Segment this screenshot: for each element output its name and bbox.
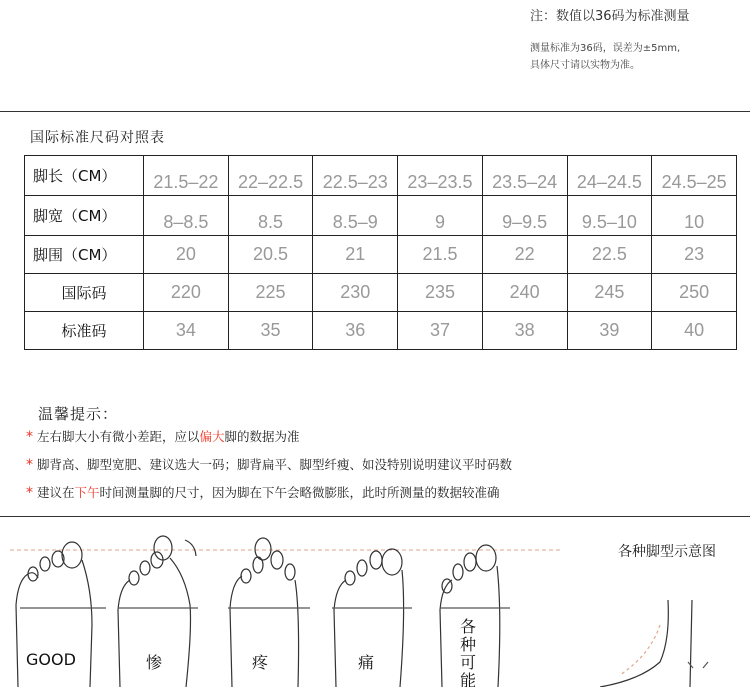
table-cell: 21.5–22 bbox=[144, 156, 229, 196]
star-icon: * bbox=[26, 457, 33, 473]
table-cell: 220 bbox=[144, 274, 229, 312]
tip-3 bbox=[26, 483, 500, 501]
row-label: 国际码 bbox=[25, 274, 144, 312]
table-row-intl-size bbox=[25, 274, 737, 312]
table-cell: 8–8.5 bbox=[144, 196, 229, 236]
row-label: 脚长（CM） bbox=[25, 156, 144, 196]
table-row-standard-size bbox=[25, 312, 737, 350]
tip-1-highlight: 偏大 bbox=[199, 429, 225, 444]
table-cell: 20 bbox=[144, 236, 229, 274]
table-cell: 22.5–23 bbox=[313, 156, 398, 196]
tip-3-text-a: 建议在 bbox=[37, 485, 75, 500]
table-cell: 10 bbox=[652, 196, 737, 236]
table-cell: 20.5 bbox=[228, 236, 313, 274]
table-cell: 37 bbox=[398, 312, 483, 350]
table-row-foot-width bbox=[25, 196, 737, 236]
measure-note-line-1: 测量标准为36码，误差为±5mm, bbox=[530, 43, 681, 54]
table-cell: 35 bbox=[228, 312, 313, 350]
foot-label-3: 疼 bbox=[252, 653, 269, 672]
measure-note-line-2: 具体尺寸请以实物为准。 bbox=[530, 60, 640, 71]
tip-2-text: 脚背高、脚型宽肥、建议选大一码；脚背扁平、脚型纤瘦、如没特别说明建议平时码数 bbox=[37, 457, 513, 472]
table-cell: 21.5 bbox=[398, 236, 483, 274]
table-cell: 24.5–25 bbox=[652, 156, 737, 196]
table-cell: 235 bbox=[398, 274, 483, 312]
foot-side-view bbox=[600, 600, 708, 687]
table-cell: 250 bbox=[652, 274, 737, 312]
tip-2 bbox=[26, 455, 512, 473]
tip-3-text-b: 时间测量脚的尺寸，因为脚在下午会略微膨胀，此时所测量的数据较准确 bbox=[99, 485, 500, 500]
table-cell: 21 bbox=[313, 236, 398, 274]
table-cell: 24–24.5 bbox=[567, 156, 652, 196]
table-cell: 22 bbox=[482, 236, 567, 274]
table-cell: 36 bbox=[313, 312, 398, 350]
table-cell: 38 bbox=[482, 312, 567, 350]
size-chart-table bbox=[24, 155, 737, 350]
table-cell: 8.5–9 bbox=[313, 196, 398, 236]
measure-note-title: 注：数值以36码为标准测量 bbox=[530, 9, 690, 24]
table-cell: 23–23.5 bbox=[398, 156, 483, 196]
foot-types-illustration bbox=[0, 530, 750, 687]
table-cell: 8.5 bbox=[228, 196, 313, 236]
tip-3-highlight: 下午 bbox=[74, 485, 100, 500]
table-cell: 9–9.5 bbox=[482, 196, 567, 236]
table-cell: 9.5–10 bbox=[567, 196, 652, 236]
row-label: 标准码 bbox=[25, 312, 144, 350]
table-cell: 225 bbox=[228, 274, 313, 312]
size-table-title: 国际标准尺码对照表 bbox=[30, 130, 165, 146]
divider-bottom bbox=[0, 516, 750, 517]
foot-types-title: 各种脚型示意图 bbox=[618, 544, 716, 560]
table-row-foot-girth bbox=[25, 236, 737, 274]
foot-label-5: 各种可能 bbox=[460, 618, 477, 687]
tip-1-text-b: 脚的数据为准 bbox=[224, 429, 300, 444]
table-cell: 39 bbox=[567, 312, 652, 350]
foot-label-2: 惨 bbox=[146, 653, 163, 672]
table-cell: 230 bbox=[313, 274, 398, 312]
table-cell: 9 bbox=[398, 196, 483, 236]
tips-title: 温馨提示： bbox=[38, 405, 119, 423]
table-cell: 22–22.5 bbox=[228, 156, 313, 196]
tip-1 bbox=[26, 427, 300, 445]
table-cell: 23.5–24 bbox=[482, 156, 567, 196]
table-cell: 34 bbox=[144, 312, 229, 350]
star-icon: * bbox=[26, 485, 33, 501]
foot-label-good: GOOD bbox=[26, 650, 76, 669]
table-cell: 23 bbox=[652, 236, 737, 274]
table-cell: 245 bbox=[567, 274, 652, 312]
tip-1-text-a: 左右脚大小有微小差距，应以 bbox=[37, 429, 200, 444]
row-label: 脚围（CM） bbox=[25, 236, 144, 274]
table-row-foot-length bbox=[25, 156, 737, 196]
star-icon: * bbox=[26, 429, 33, 445]
table-cell: 40 bbox=[652, 312, 737, 350]
row-label: 脚宽（CM） bbox=[25, 196, 144, 236]
foot-narrow-toe bbox=[228, 538, 310, 687]
table-cell: 240 bbox=[482, 274, 567, 312]
divider-top bbox=[0, 111, 750, 112]
table-cell: 22.5 bbox=[567, 236, 652, 274]
foot-label-4: 痛 bbox=[358, 653, 375, 672]
